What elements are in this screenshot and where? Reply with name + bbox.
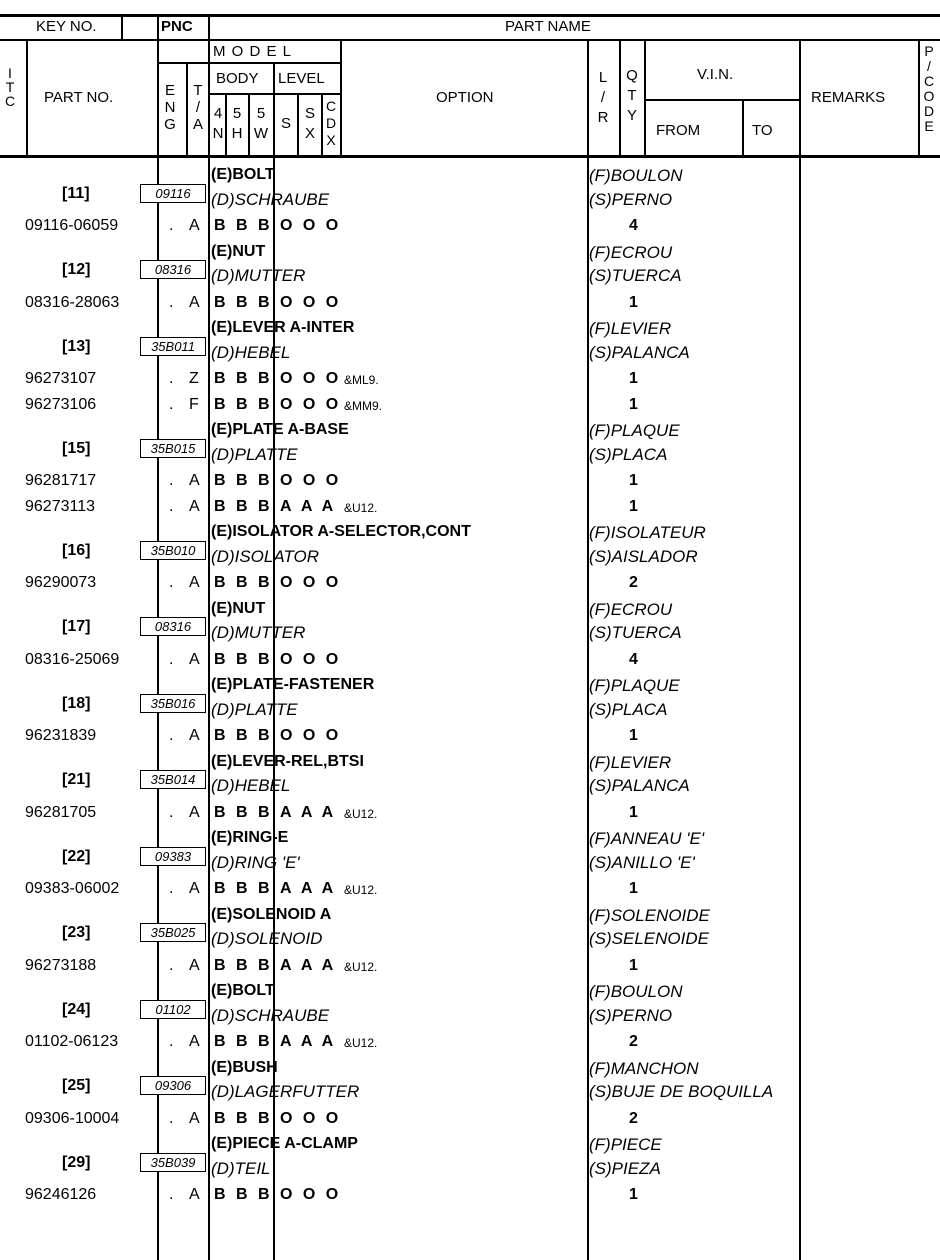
remarks-header: REMARKS xyxy=(811,89,886,106)
part-name-spanish: (S)PLACA xyxy=(589,444,668,464)
pnc-code: 35B011 xyxy=(140,337,206,356)
part-number: 96281717 xyxy=(25,472,97,489)
level-codes: O O O xyxy=(280,370,342,387)
part-name-german: (D)RING 'E' xyxy=(211,852,300,872)
part-number: 08316-25069 xyxy=(25,650,120,668)
ta-code: A xyxy=(189,880,200,897)
part-name-english: (E)PLATE A-BASE xyxy=(211,421,349,438)
vin-rule xyxy=(644,99,799,101)
part-name-english: (E)PLATE-FASTENER xyxy=(211,676,375,693)
part-name-german: (D)PLATTE xyxy=(211,699,298,719)
pnc-code: 08316 xyxy=(140,260,206,279)
quantity: 1 xyxy=(629,727,638,744)
part-name-french: (F)PIECE xyxy=(589,1135,662,1154)
key-number: [24] xyxy=(62,1000,91,1018)
part-number: 08316-28063 xyxy=(25,293,120,311)
quantity: 1 xyxy=(629,880,638,897)
part-name-german: (D)TEIL xyxy=(211,1158,271,1178)
col-line-eng xyxy=(186,62,188,155)
part-name-spanish: (S)ANILLO 'E' xyxy=(589,852,695,872)
body-codes: B B B xyxy=(214,217,273,234)
col-line-body-level xyxy=(273,62,275,1260)
part-name-english: (E)ISOLATOR A-SELECTOR,CONT xyxy=(211,523,471,540)
part-name-english: (E)BOLT xyxy=(211,166,275,183)
level-codes: O O O xyxy=(280,217,342,234)
part-name-spanish: (S)AISLADOR xyxy=(589,546,698,566)
itc-dot: . xyxy=(169,956,174,974)
quantity: 4 xyxy=(629,650,638,668)
part-name-french: (F)ECROU xyxy=(589,242,673,262)
part-name-french: (F)PLAQUE xyxy=(589,421,680,440)
itc-dot: . xyxy=(169,472,174,489)
part-name-english: (E)BUSH xyxy=(211,1058,278,1076)
quantity: 2 xyxy=(629,1033,638,1050)
body-codes: B B B xyxy=(214,880,273,897)
part-number: 96273107 xyxy=(25,370,97,387)
key-number: [21] xyxy=(62,771,91,788)
itc-dot: . xyxy=(169,650,174,668)
part-name-german: (D)SCHRAUBE xyxy=(211,1005,330,1025)
pnc-code: 09116 xyxy=(140,184,206,203)
body-codes: B B B xyxy=(214,1033,273,1050)
part-no-header: PART NO. xyxy=(44,89,114,106)
pcode-header: P / C O D E xyxy=(923,43,935,134)
itc-dot: . xyxy=(169,370,174,387)
quantity: 1 xyxy=(629,293,638,311)
part-name-french: (F)SOLENOIDE xyxy=(589,905,710,925)
body-codes: B B B xyxy=(214,293,273,311)
body-codes: B B B xyxy=(214,370,273,387)
part-name-english: (E)NUT xyxy=(211,599,266,617)
ta-code: A xyxy=(189,574,200,591)
body-codes: B B B xyxy=(214,1186,273,1203)
part-number: 09383-06002 xyxy=(25,880,120,897)
top-border xyxy=(0,14,940,17)
option-code: &U12. xyxy=(344,500,378,515)
part-name-french: (F)ISOLATEUR xyxy=(589,523,706,542)
pnc-header: PNC xyxy=(161,18,193,35)
itc-dot: . xyxy=(169,1186,174,1203)
part-name-english: (E)LEVER A-INTER xyxy=(211,319,355,336)
part-name-english: (E)PIECE A-CLAMP xyxy=(211,1135,358,1152)
key-number: [18] xyxy=(62,694,91,712)
body-codes: B B B xyxy=(214,395,273,413)
pnc-code: 35B015 xyxy=(140,439,206,458)
col-line-vin xyxy=(644,39,646,155)
level-codes: O O O xyxy=(280,293,342,311)
pnc-code: 35B016 xyxy=(140,694,206,713)
itc-dot: . xyxy=(169,497,174,515)
part-name-french: (F)BOULON xyxy=(589,982,683,1001)
level-codes: O O O xyxy=(280,395,342,413)
quantity: 2 xyxy=(629,574,638,591)
ta-header: T / A xyxy=(192,82,203,133)
ta-code: Z xyxy=(189,370,199,387)
part-name-french: (F)BOULON xyxy=(589,166,683,185)
ta-code: A xyxy=(189,650,200,668)
pnc-code: 09306 xyxy=(140,1076,206,1095)
col-line-itc xyxy=(26,39,28,155)
model-rule xyxy=(157,62,340,64)
key-number: [12] xyxy=(62,261,91,278)
level-header: LEVEL xyxy=(278,70,325,87)
ta-code: A xyxy=(189,1186,200,1203)
col-line-s xyxy=(297,93,299,155)
level-codes: O O O xyxy=(280,1186,342,1203)
col-line-option xyxy=(340,39,342,155)
itc-dot: . xyxy=(169,293,174,311)
pnc-code: 35B025 xyxy=(140,923,206,942)
key-number: [17] xyxy=(62,618,91,635)
key-number: [29] xyxy=(62,1153,91,1171)
part-name-spanish: (S)PIEZA xyxy=(589,1158,661,1178)
level-codes: O O O xyxy=(280,650,342,668)
part-name-spanish: (S)TUERCA xyxy=(589,623,682,642)
ta-code: A xyxy=(189,497,200,515)
level-cdx-header: C D X xyxy=(325,98,337,148)
body-codes: B B B xyxy=(214,472,273,489)
level-codes: A A A xyxy=(280,1033,337,1050)
itc-dot: . xyxy=(169,803,174,821)
col-line-4n xyxy=(225,93,227,155)
itc-dot: . xyxy=(169,395,174,413)
pnc-code: 35B010 xyxy=(140,541,206,560)
part-name-english: (E)NUT xyxy=(211,242,266,260)
key-number: [15] xyxy=(62,439,91,457)
part-name-header: PART NAME xyxy=(505,18,591,35)
option-code: &ML9. xyxy=(344,373,379,387)
part-name-spanish: (S)PLACA xyxy=(589,699,668,719)
part-number: 96273113 xyxy=(25,497,95,515)
level-codes: A A A xyxy=(280,497,337,515)
part-name-english: (E)LEVER-REL,BTSI xyxy=(211,752,364,770)
ta-code: A xyxy=(189,1033,200,1050)
eng-header: E N G xyxy=(164,82,176,133)
itc-dot: . xyxy=(169,1109,174,1127)
quantity: 1 xyxy=(629,497,638,515)
part-name-spanish: (S)PERNO xyxy=(589,189,673,209)
itc-dot: . xyxy=(169,217,174,234)
part-name-german: (D)SOLENOID xyxy=(211,929,323,948)
ta-code: A xyxy=(189,803,200,821)
key-number: [22] xyxy=(62,847,91,865)
pnc-code: 35B014 xyxy=(140,770,206,789)
level-codes: A A A xyxy=(280,956,337,974)
option-code: &MM9. xyxy=(344,398,383,413)
option-code: &U12. xyxy=(344,1036,378,1050)
part-number: 96273188 xyxy=(25,956,97,974)
part-number: 96290073 xyxy=(25,574,97,591)
body-5h-header: 5 H xyxy=(231,105,243,142)
body-5w-header: 5 W xyxy=(253,105,269,142)
quantity: 1 xyxy=(629,1186,638,1203)
key-number: [23] xyxy=(62,924,91,941)
level-codes: A A A xyxy=(280,803,337,821)
ta-code: A xyxy=(189,727,200,744)
ta-code: F xyxy=(189,395,199,413)
itc-dot: . xyxy=(169,574,174,591)
lr-header: L / R xyxy=(597,69,609,126)
part-name-german: (D)ISOLATOR xyxy=(211,546,319,566)
body-codes: B B B xyxy=(214,650,273,668)
quantity: 1 xyxy=(629,472,638,489)
quantity: 1 xyxy=(629,803,638,821)
key-number: [11] xyxy=(62,184,90,202)
part-number: 09116-06059 xyxy=(25,217,119,234)
part-number: 96231839 xyxy=(25,727,97,744)
level-codes: O O O xyxy=(280,1109,342,1127)
part-number: 01102-06123 xyxy=(25,1033,119,1050)
part-number: 96246126 xyxy=(25,1186,97,1203)
level-codes: O O O xyxy=(280,574,342,591)
part-name-german: (D)MUTTER xyxy=(211,623,306,642)
option-code: &U12. xyxy=(344,883,378,897)
level-codes: O O O xyxy=(280,727,342,744)
body-codes: B B B xyxy=(214,956,273,974)
part-name-german: (D)MUTTER xyxy=(211,266,306,285)
part-name-french: (F)MANCHON xyxy=(589,1058,699,1078)
part-name-english: (E)RING-E xyxy=(211,829,289,846)
body-codes: B B B xyxy=(214,497,273,515)
body-codes: B B B xyxy=(214,803,273,821)
body-4n-header: 4 N xyxy=(212,105,224,142)
quantity: 1 xyxy=(629,956,638,974)
itc-dot: . xyxy=(169,880,174,897)
part-name-english: (E)BOLT xyxy=(211,982,275,999)
quantity: 1 xyxy=(629,370,638,387)
part-name-spanish: (S)TUERCA xyxy=(589,266,682,285)
part-name-spanish: (S)PALANCA xyxy=(589,776,690,795)
col-line-qty xyxy=(619,39,621,155)
col-line-to xyxy=(742,99,744,155)
part-name-german: (D)HEBEL xyxy=(211,776,291,795)
option-code: &U12. xyxy=(344,806,378,821)
body-codes: B B B xyxy=(214,727,273,744)
vin-from-header: FROM xyxy=(656,122,701,139)
key-number: [16] xyxy=(62,541,91,559)
body-codes: B B B xyxy=(214,1109,273,1127)
ta-code: A xyxy=(189,217,200,234)
itc-header: I T C xyxy=(4,65,16,109)
col-line-partname xyxy=(208,14,210,1260)
col-line-5h xyxy=(248,93,250,155)
option-header: OPTION xyxy=(436,89,494,106)
quantity: 2 xyxy=(629,1109,638,1127)
level-codes: A A A xyxy=(280,880,337,897)
part-number: 09306-10004 xyxy=(25,1109,120,1127)
level-sx-header: S X xyxy=(304,105,315,142)
itc-dot: . xyxy=(169,727,174,744)
option-code: &U12. xyxy=(344,959,378,974)
key-number: [13] xyxy=(62,337,91,355)
part-name-spanish: (S)BUJE DE BOQUILLA xyxy=(589,1082,774,1101)
pnc-code: 09383 xyxy=(140,847,206,866)
part-name-french: (F)ECROU xyxy=(589,599,673,619)
part-name-spanish: (S)PERNO xyxy=(589,1005,673,1025)
part-name-spanish: (S)PALANCA xyxy=(589,342,690,362)
pnc-code: 01102 xyxy=(140,1000,206,1019)
col-line-remarks xyxy=(799,39,801,1260)
qty-header: Q T Y xyxy=(626,67,638,124)
part-name-french: (F)PLAQUE xyxy=(589,676,680,695)
part-name-spanish: (S)SELENOIDE xyxy=(589,929,709,948)
part-name-german: (D)PLATTE xyxy=(211,444,298,464)
itc-dot: . xyxy=(169,1033,174,1050)
vin-to-header: TO xyxy=(752,122,773,139)
body-header: BODY xyxy=(216,70,259,87)
quantity: 4 xyxy=(629,217,638,234)
part-name-french: (F)LEVIER xyxy=(589,752,672,772)
pnc-code: 08316 xyxy=(140,617,206,636)
key-no-header: KEY NO. xyxy=(36,18,97,35)
part-name-french: (F)ANNEAU 'E' xyxy=(589,829,705,848)
ta-code: A xyxy=(189,472,200,489)
level-s-header: S xyxy=(280,115,291,132)
col-line-keyno xyxy=(121,14,123,39)
part-name-german: (D)SCHRAUBE xyxy=(211,189,330,209)
part-name-german: (D)HEBEL xyxy=(211,342,291,362)
model-header: M O D E L xyxy=(213,43,293,60)
pnc-code: 35B039 xyxy=(140,1153,206,1172)
ta-code: A xyxy=(189,956,200,974)
part-name-english: (E)SOLENOID A xyxy=(211,905,332,923)
col-line-pcode xyxy=(918,39,920,155)
part-number: 96281705 xyxy=(25,803,97,821)
quantity: 1 xyxy=(629,395,638,413)
vin-header: V.I.N. xyxy=(697,66,734,83)
part-name-german: (D)LAGERFUTTER xyxy=(211,1082,360,1101)
part-name-french: (F)LEVIER xyxy=(589,319,672,338)
body-codes: B B B xyxy=(214,574,273,591)
part-number: 96273106 xyxy=(25,395,97,413)
ta-code: A xyxy=(189,1109,200,1127)
ta-code: A xyxy=(189,293,200,311)
level-codes: O O O xyxy=(280,472,342,489)
key-number: [25] xyxy=(62,1077,91,1094)
